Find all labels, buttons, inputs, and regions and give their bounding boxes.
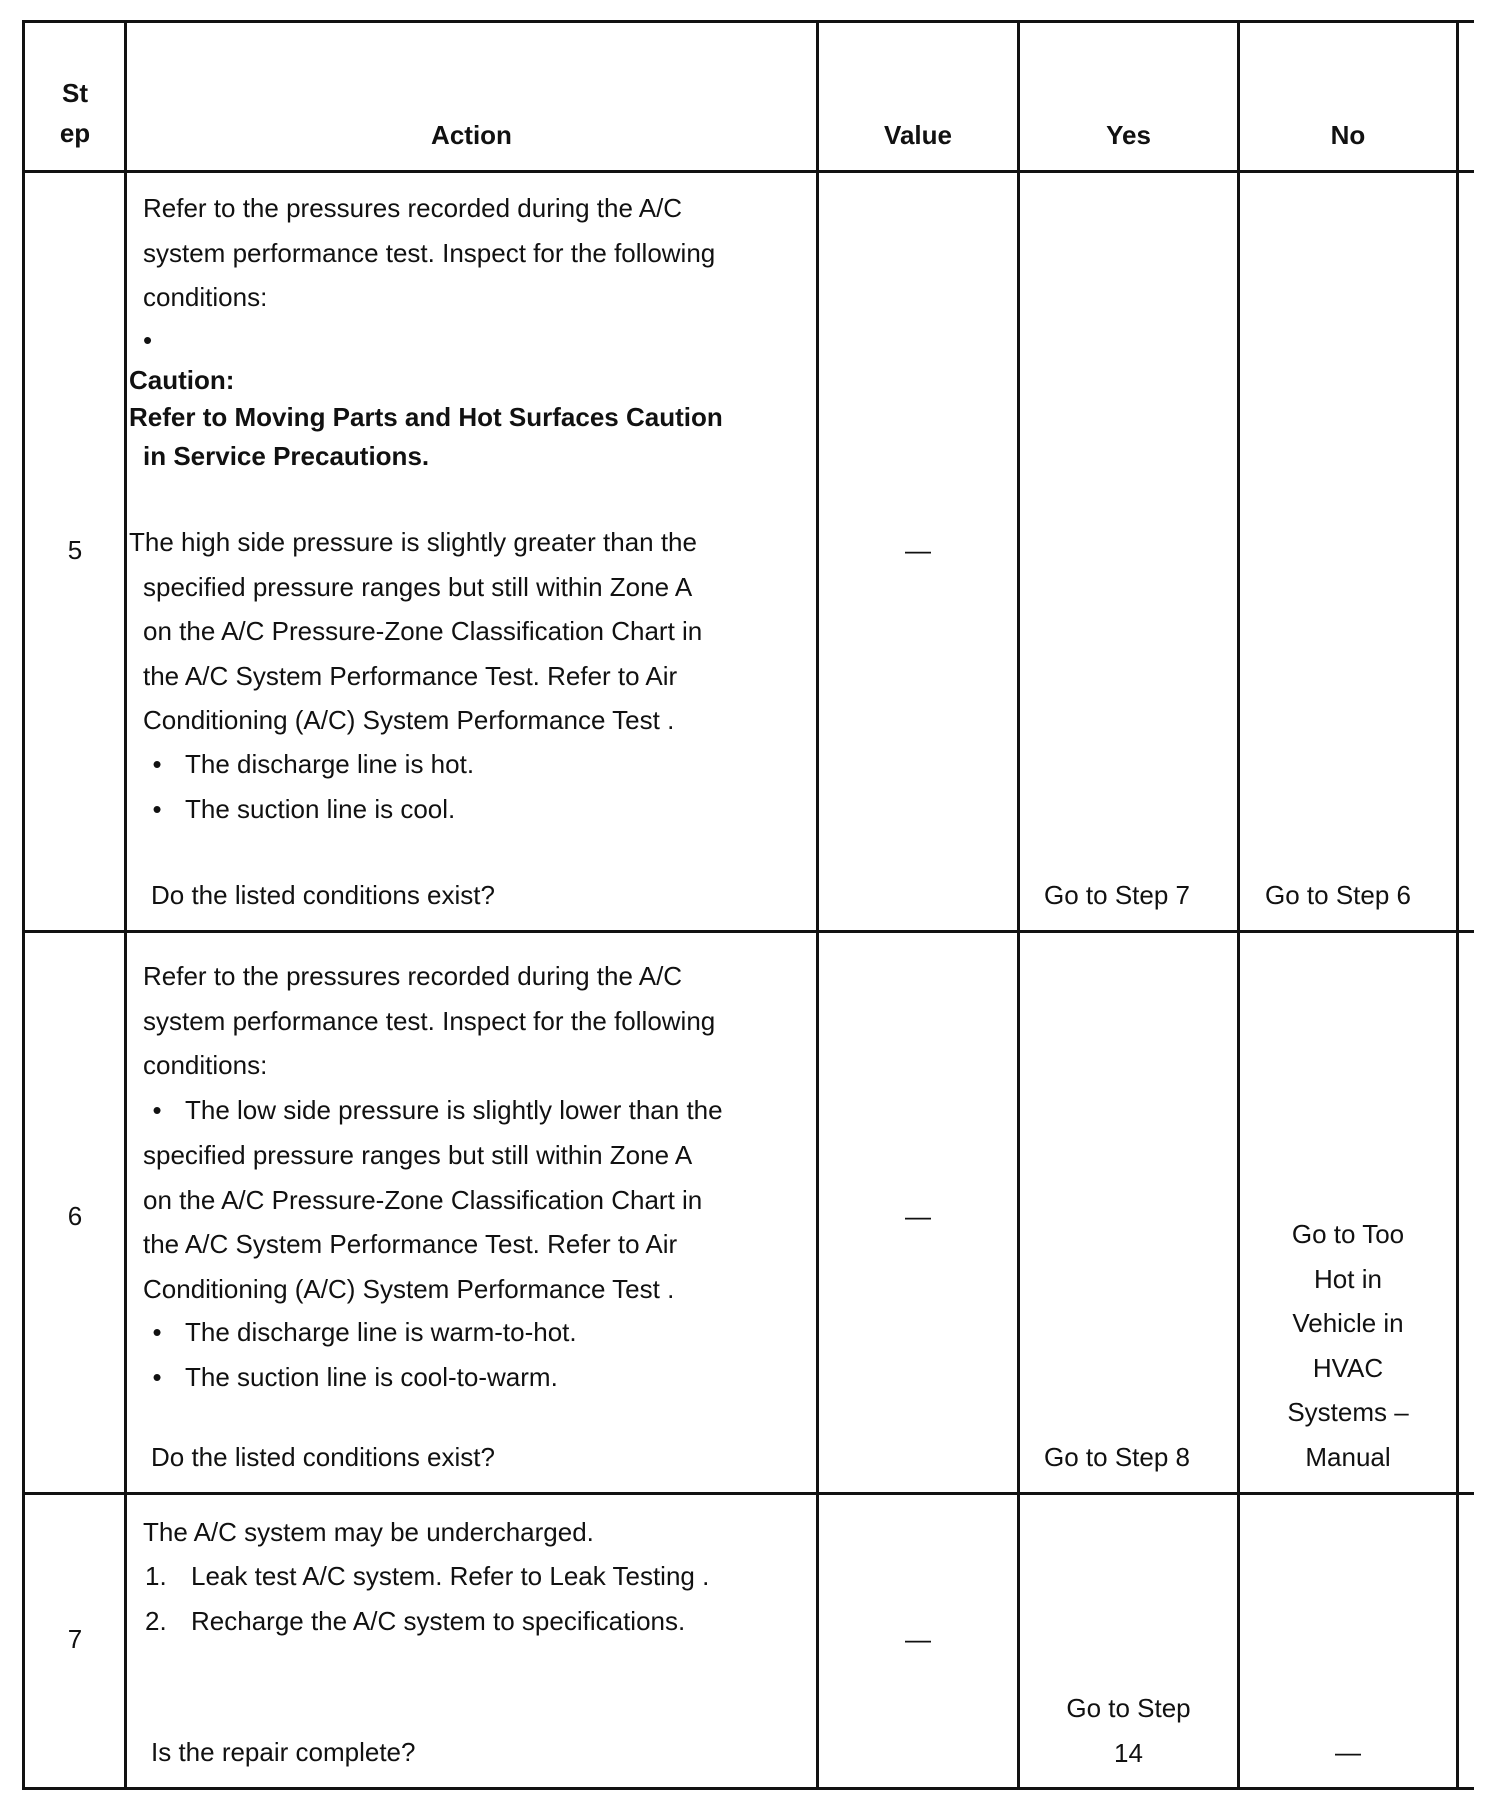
list-item: [145, 1554, 709, 1599]
grid-line: [1237, 20, 1240, 1790]
action-line: on the A/C Pressure-Zone Classification Chart in: [143, 616, 703, 646]
header-action: Action: [431, 120, 512, 150]
list-number: 2.: [145, 1605, 167, 1636]
no-cell: —: [1335, 1737, 1361, 1767]
header-yes: Yes: [1106, 120, 1151, 150]
bullet: •: [143, 325, 153, 355]
caution-line: Refer to Moving Parts and Hot Surfaces Caution: [129, 402, 723, 432]
bullet-list: [143, 742, 474, 831]
grid-line: [816, 20, 819, 1790]
action-line: Conditioning (A/C) System Performance Test .: [143, 1273, 675, 1304]
action-intro: The A/C system may be undercharged.: [143, 1517, 594, 1547]
action-line: specified pressure ranges but still within Zone A: [143, 1140, 693, 1170]
grid-line: [22, 20, 1474, 23]
value-cell: —: [905, 535, 931, 565]
action-line: Refer to the pressures recorded during the A/C: [143, 193, 683, 223]
list-item-text: The suction line is cool-to-warm.: [185, 1361, 558, 1392]
action-intro: [143, 954, 715, 1088]
list-item: [145, 1599, 709, 1644]
header-step-line: ep: [59, 118, 91, 148]
yes-cell: Go to Step 7: [1044, 880, 1190, 910]
step-number: 6: [67, 1201, 83, 1231]
action-body: [129, 520, 702, 743]
action-line: system performance test. Inspect for the following: [143, 1005, 716, 1036]
list-item-text: The discharge line is warm-to-hot.: [185, 1317, 577, 1347]
no-cell-line: HVAC: [1312, 1352, 1384, 1383]
no-cell: Go to Step 6: [1265, 880, 1411, 910]
action-line: The high side pressure is slightly greater than the: [129, 527, 697, 557]
action-question: Is the repair complete?: [151, 1737, 416, 1767]
no-cell-line: Vehicle in: [1292, 1308, 1404, 1338]
grid-line: [124, 20, 127, 1790]
caution-text: [129, 398, 723, 476]
header-step: [26, 73, 124, 153]
caution-line: in Service Precautions.: [143, 441, 430, 471]
no-cell: [1240, 1212, 1456, 1479]
bullet-list: [143, 1310, 577, 1399]
bullet: •: [152, 1361, 162, 1392]
bullet: •: [152, 749, 162, 779]
grid-line: [22, 20, 25, 1790]
grid-line: [1017, 20, 1020, 1790]
yes-cell: Go to Step 8: [1044, 1442, 1190, 1472]
action-question: Do the listed conditions exist?: [151, 880, 495, 910]
grid-line: [22, 1492, 1474, 1495]
caution-label: Caution:: [129, 365, 235, 395]
action-line: conditions:: [143, 282, 268, 312]
no-cell-line: Manual: [1305, 1441, 1391, 1472]
list-item-text: Recharge the A/C system to specifications.: [191, 1605, 686, 1636]
action-line: Refer to the pressures recorded during the A/C: [143, 961, 683, 991]
value-cell: —: [905, 1201, 931, 1231]
value-cell: —: [905, 1624, 931, 1654]
list-item: [143, 1088, 723, 1133]
header-no: No: [1330, 120, 1366, 150]
yes-cell-line: Go to Step: [1066, 1693, 1191, 1723]
bullet: •: [152, 1095, 162, 1125]
list-item: [143, 787, 474, 832]
no-cell-line: Hot in: [1314, 1263, 1382, 1294]
list-item: [143, 742, 474, 787]
no-cell-line: Systems –: [1287, 1397, 1409, 1427]
no-cell-line: Go to Too: [1291, 1219, 1405, 1249]
action-line: specified pressure ranges but still within Zone A: [143, 571, 693, 602]
list-item-text: Leak test A/C system. Refer to Leak Testing .: [191, 1561, 710, 1591]
list-item-text: The suction line is cool.: [185, 793, 456, 824]
list-item: [143, 1310, 577, 1355]
list-number: 1.: [145, 1561, 167, 1591]
list-item-text: The low side pressure is slightly lower than the: [185, 1095, 723, 1125]
action-line: the A/C System Performance Test. Refer to Air: [143, 660, 678, 691]
action-intro: [143, 186, 715, 320]
yes-cell: [1020, 1686, 1237, 1775]
list-item-text: The discharge line is hot.: [185, 749, 475, 779]
action-line: system performance test. Inspect for the following: [143, 237, 716, 268]
step-number: 5: [67, 535, 83, 565]
grid-line: [22, 170, 1474, 173]
grid-line: [22, 1787, 1474, 1790]
action-line: the A/C System Performance Test. Refer to Air: [143, 1229, 678, 1259]
header-step-line: St: [62, 78, 88, 108]
grid-line: [1456, 20, 1459, 1790]
bullet: •: [152, 793, 162, 824]
bullet: •: [152, 1317, 162, 1347]
action-line: conditions:: [143, 1050, 268, 1080]
action-body: [143, 1133, 702, 1311]
action-question: Do the listed conditions exist?: [151, 1442, 495, 1472]
yes-cell-line: 14: [1114, 1737, 1143, 1768]
list-item: [143, 1355, 577, 1400]
action-line: on the A/C Pressure-Zone Classification Chart in: [143, 1184, 703, 1215]
header-value: Value: [884, 120, 952, 150]
step-number: 7: [67, 1624, 83, 1654]
grid-line: [22, 930, 1474, 933]
numbered-list: [145, 1554, 709, 1643]
action-line: Conditioning (A/C) System Performance Test .: [143, 705, 675, 735]
